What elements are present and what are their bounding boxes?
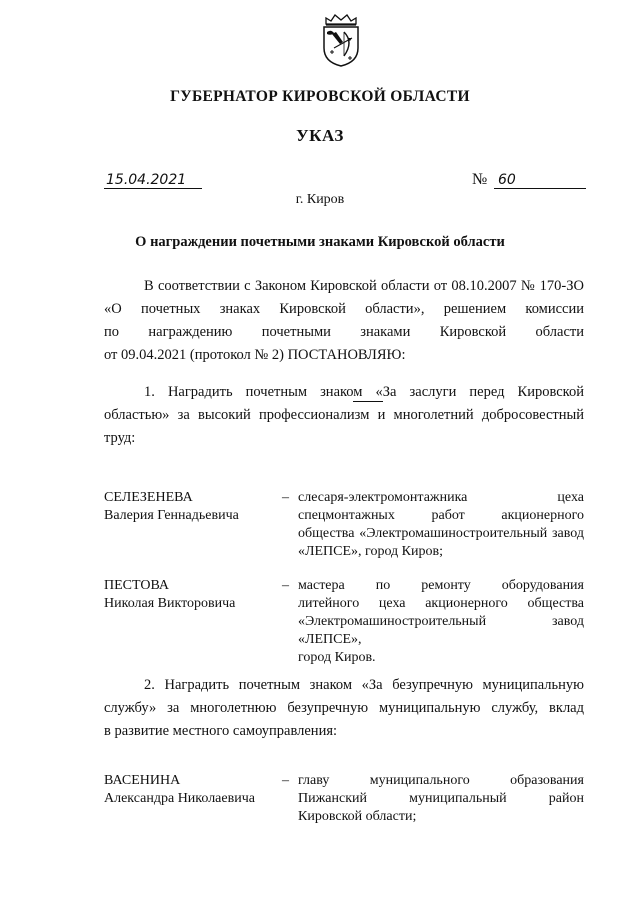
nominee-name <box>104 772 274 808</box>
preamble-line: «О почетных знаках Кировской области», решением комиссии <box>104 301 584 317</box>
preamble-line: от 09.04.2021 (протокол № 2) ПОСТАНОВЛЯЮ: <box>104 347 406 363</box>
description-line: литейного цеха акционерного общества <box>298 596 584 611</box>
nominee-given-name: Александра Николаевича <box>104 791 255 806</box>
nominee-name <box>104 489 274 525</box>
nominee-entry <box>104 772 584 828</box>
item-2-line: в развитие местного самоуправления: <box>104 723 338 739</box>
item-2-paragraph <box>104 674 584 743</box>
nominee-description <box>298 772 584 826</box>
description-line: слесаря-электромонтажника цеха <box>298 490 584 505</box>
nominee-entry <box>104 577 584 665</box>
correction-mark <box>353 401 383 402</box>
preamble-line: по награждению почетными знаками Кировской области <box>104 324 584 340</box>
nominee-dash: – <box>282 490 289 505</box>
description-line: город Киров. <box>298 650 376 665</box>
description-line: Кировской области; <box>298 809 417 824</box>
description-line: главу муниципального образования <box>298 773 584 788</box>
description-line: мастера по ремонту оборудования <box>298 578 584 593</box>
description-line: Пижанский муниципальный район <box>298 791 584 806</box>
nominee-given-name: Валерия Геннадьевича <box>104 508 239 523</box>
description-line: «ЛЕПСЕ», город Киров; <box>298 544 443 559</box>
item-2-line: службу» за многолетнюю безупречную муниципальную службу, вклад <box>104 700 584 716</box>
item-1-paragraph <box>104 381 584 450</box>
preamble-line: В соответствии с Законом Кировской области от 08.10.2007 № 170-ЗО <box>144 278 584 294</box>
nominee-surname: СЕЛЕЗЕНЕВА <box>104 490 193 505</box>
decree-title: О награждении почетными знаками Кировской области <box>135 234 505 250</box>
decree-number-label: № <box>472 171 488 188</box>
decree-number: 60 <box>494 172 586 189</box>
description-line: «Электромашиностроительный завод «ЛЕПСЕ», <box>298 614 584 647</box>
nominee-dash: – <box>282 578 289 593</box>
nominee-description <box>298 577 584 667</box>
decree-date: 15.04.2021 <box>104 172 202 189</box>
nominee-surname: ПЕСТОВА <box>104 578 170 593</box>
coat-of-arms-icon <box>318 12 364 68</box>
item-1-line: труд: <box>104 430 136 446</box>
nominee-surname: ВАСЕНИНА <box>104 773 181 788</box>
description-line: спецмонтажных работ акционерного <box>298 508 584 523</box>
nominee-dash: – <box>282 773 289 788</box>
city-line: г. Киров <box>295 192 345 207</box>
nominee-name <box>104 577 274 613</box>
preamble-paragraph <box>104 275 584 367</box>
nominee-entry <box>104 489 584 561</box>
item-2-line: 2. Наградить почетным знаком «За безупречную муниципальную <box>144 677 584 693</box>
nominee-given-name: Николая Викторовича <box>104 596 236 611</box>
document-type-heading: УКАЗ <box>296 126 344 145</box>
item-1-line: 1. Наградить почетным знаком «За заслуги перед Кировской <box>144 384 584 400</box>
issuer-heading: ГУБЕРНАТОР КИРОВСКОЙ ОБЛАСТИ <box>170 88 470 105</box>
nominee-description <box>298 489 584 561</box>
item-1-line: областью» за высокий профессионализм и многолетний добросовестный <box>104 407 584 423</box>
description-line: общества «Электромашиностроительный завод <box>298 526 584 541</box>
